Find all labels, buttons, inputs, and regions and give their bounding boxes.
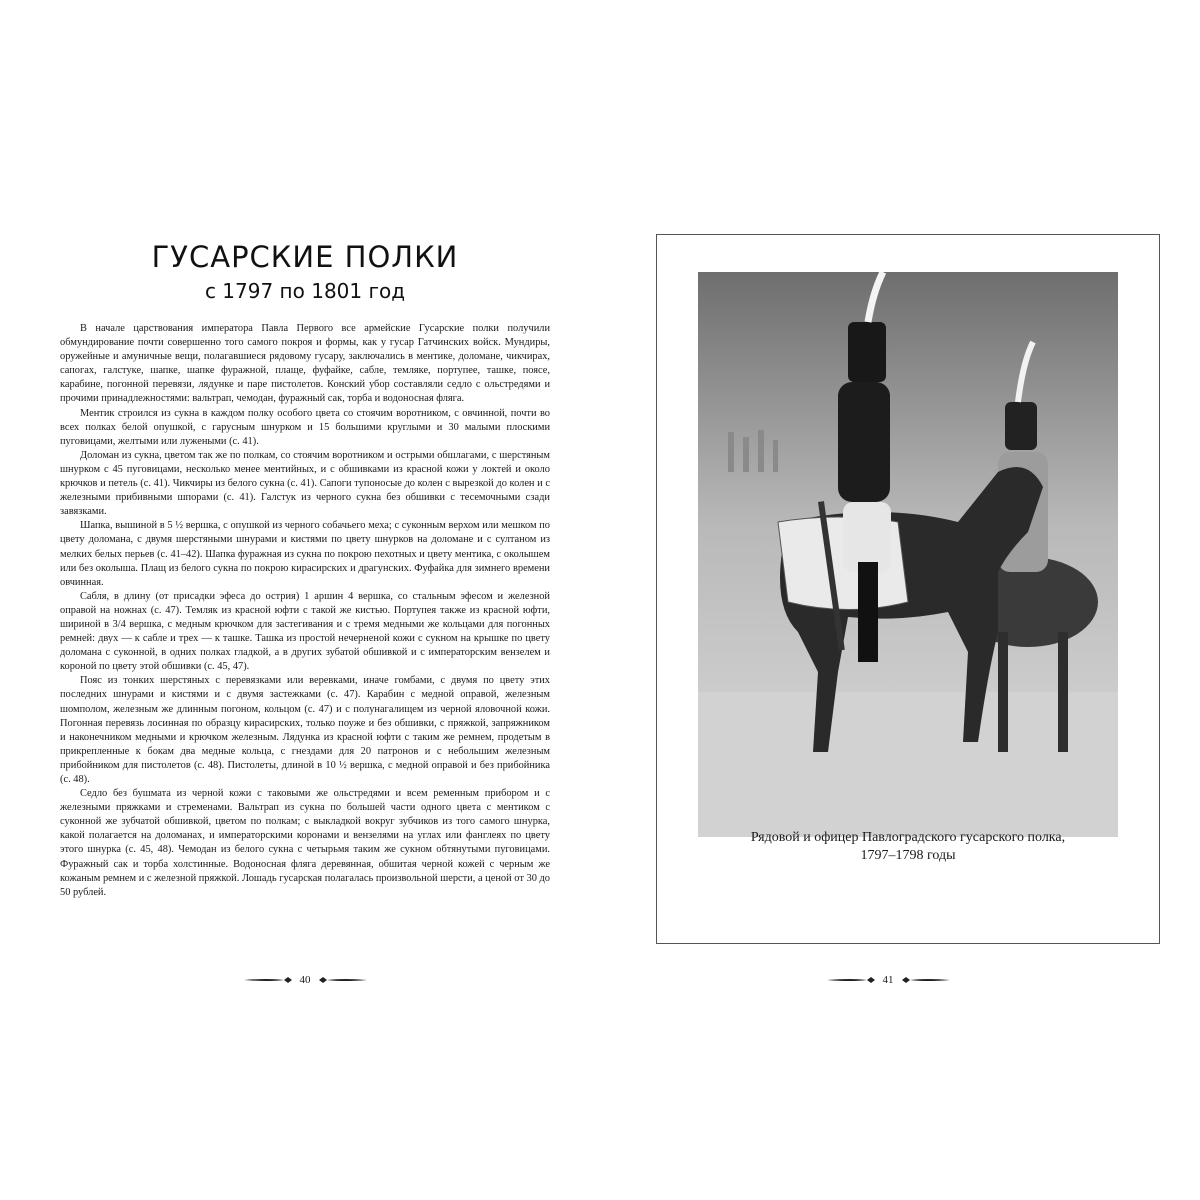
page-number: 41 (882, 974, 894, 986)
caption-line-2: 1797–1798 годы (860, 848, 956, 863)
page-number: 40 (299, 974, 311, 986)
ornament-left-icon (244, 975, 292, 985)
chapter-body (60, 322, 550, 900)
plate-caption (657, 829, 1159, 865)
ornament-right-icon (902, 975, 950, 985)
ornament-right-icon (319, 975, 367, 985)
paragraph: Шапка, вышиной в 5 ½ вершка, с опушкой из черного собачьего меха; с суконным верхом или мешком по цвету доломана, с двумя шерстяными шнурами и кистями по цвету шнурков на доломане и с султаном из мелких белых перьев (с. 41–42). Шапка фуражная из сукна по покрою пехотных и цвету ментика, с околышем или без околыша. Плащ из белого сукна по покрою кирасирских и драгунских. Фуфайка для зимнего времени овчинная. (60, 520, 550, 588)
ornament-left-icon (827, 975, 875, 985)
paragraph: Ментик строился из сукна в каждом полку особого цвета со стоячим воротником, с овчинной, почти во всех полках белой опушкой, с гарусным шнурком и 15 большими круглыми и 30 малыми плоскими пуговицами, желтыми или лужеными (с. 41). (60, 407, 550, 447)
chapter-title: ГУСАРСКИЕ ПОЛКИ (151, 240, 459, 274)
caption-line-1: Рядовой и офицер Павлоградского гусарского полка, (750, 830, 1066, 845)
paragraph: Сабля, в длину (от присадки эфеса до острия) 1 аршин 4 вершка, со стальным эфесом и железной оправой на ножнах (с. 47). Темляк из красной юфти с такой же кистью. Портупея также из красной юфти, шириной в 3/4 вершка, с медным крючком для застегивания и с тремя медными же кольцами для погонных ремней: двух — к сабле и трех — к ташке. Ташка из простой нечерненой кожи с сукном на крышке по цвету доломана с суконной, в одних полках гладкой, а в других зубатой обшивкой и с императорским вензелем и короной по цвету этой обшивки (с. 45, 47). (60, 590, 550, 673)
paragraph: Доломан из сукна, цветом так же по полкам, со стоячим воротником и острыми обшлагами, с шерстяным шнурком с 45 пуговицами, несколько менее ментийных, и с обшивками из красной кожи у локтей и около крючков и петель (с. 41). Чикчиры из белого сукна (с. 41). Сапоги тупоносые до колен с вырезкой до колен и с железными прибивными шпорами (с. 41). Галстук из черного сукна без обшивки с тесемочными сзади завязками. (60, 449, 550, 518)
hussar-lithograph-image (698, 272, 1118, 837)
chapter-subtitle: с 1797 по 1801 год (204, 279, 406, 303)
page-number-right (818, 970, 958, 990)
left-page (60, 240, 550, 900)
paragraph: Пояс из тонких шерстяных с перевязками или веревками, иначе гомбами, с двумя по цвету этих последних шнурами и кистями и с двумя застежками (с. 47). Карабин с медной оправой, железным шомполом, железным же длинным погоном, кольцом (с. 47) и с полунагалищем из черной яловочной кожи. Погонная перевязь лосинная по образцу кирасирских, только поуже и без обшивки, с пряжкой, запряжником и наконечником медными и крючком железным. Лядунка из красной юфти с таким же ремнем, продетым в прикрепленные к бокам два медные кольца, с гнездами для 20 патронов и с небольшим железным прибойником для пистолетов (с. 48). Пистолеты, длиной в 10 ½ вершка, с медной оправой и без прибойника (с. 48). (60, 675, 550, 785)
illustration-plate (656, 234, 1160, 944)
page-number-left (235, 970, 375, 990)
paragraph: В начале царствования императора Павла Первого все армейские Гусарские полки получили обмундирование почти совершенно того самого покроя и формы, как у гусар Гатчинских войск. Мундиры, оружейные и амуничные вещи, полагавшиеся рядовому гусару, заключались в ментике, доломане, чикчирах, сапогах, галстуке, шапке, шапке фуражной, плаще, фуфайке, сабле, темляке, портупее, ташке, поясе, карабине, погонной перевязи, лядунке и паре пистолетов. Конский убор составляли седло с ольстредями и прочими принадлежностями: вальтрап, чемодан, фуражный сак, торба и водоносная фляга. (60, 323, 550, 405)
paragraph: Седло без бушмата из черной кожи с таковыми же ольстредями и всем ременным прибором и с железными пряжками и стременами. Вальтрап из сукна по большей части одного цвета с ментиком с суконной же зубчатой обшивкой, цветом по полкам; с выкладкой вокруг зубчиков из того самого шнурка, какой полагается на доломанах, и императорскими коронами и вензелями на углах или фанглеях по цвету этого шнурка (с. 45, 48). Чемодан из белого сукна с четырьмя таким же сукном обтянутыми пуговицами. Фуражный сак и торба холстинные. Водоносная фляга деревянная, обшитая черной кожей с черным же кожаным ремнем и с железной пряжкой. Лошадь гусарская полагалась произвольной шерсти, а ценой от 30 до 50 рублей. (60, 788, 550, 898)
